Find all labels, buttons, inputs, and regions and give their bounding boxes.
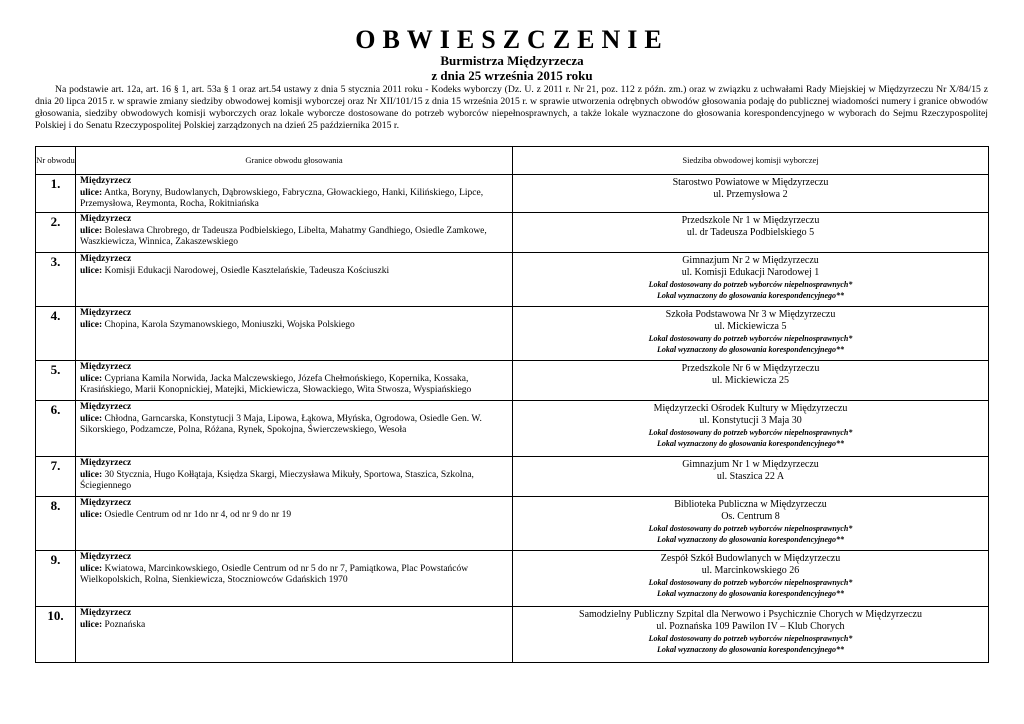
city-name: Międzyrzecz [80,362,132,372]
district-boundaries [76,253,513,307]
postal-voting-note: Lokal wyznaczony do głosowania korespondencyjnego** [656,345,845,354]
streets-list: Poznańska [104,619,146,630]
districts-table [35,146,989,663]
streets-label: ulice: [80,373,103,384]
intro-paragraph: Na podstawie art. 12a, art. 16 § 1, art. 53a § 1 oraz art.54 ustawy z dnia 5 stycznia 2011 roku - Kodeks wyborczy (Dz. U. z 2011 r. Nr 21, poz. 112 z późn. zm.) oraz w związku z uchwałami Rady Miejskiej w Międzyrzeczu Nr X/84/15 z dnia 20 lipca 2015 r. w sprawie zmiany siedziby obwodowej komisji wyborczej oraz Nr XII/101/15 z dnia 15 września 2015 r. w sprawie utworzenia odrębnych obwodów głosowania podaję do publicznej wiadomości numery i granice obwodów głosowania, siedziby obwodowych komisji wyborczych oraz lokale wyborcze dostosowane do potrzeb wyborców niepełnosprawnych, a także lokale wyznaczone do głosowania korespondencyjnego w wyborach do Sejmu Rzeczypospolitej Polskiej i do Senatu Rzeczypospolitej Polskiej zarządzonych na dzień 25 października 2015 r. [35,84,988,131]
district-number: 9. [36,551,76,607]
streets-label: ulice: [80,619,103,630]
district-number: 5. [36,361,76,401]
city-name: Międzyrzecz [80,608,132,618]
city-name: Międzyrzecz [80,498,132,508]
streets-label: ulice: [80,265,103,276]
table-body [36,175,989,663]
column-header-siedziba: Siedziba obwodowej komisji wyborczej [513,147,989,175]
seat-address: ul. Przemysłowa 2 [713,189,788,200]
district-number: 1. [36,175,76,213]
table-row [36,401,989,457]
district-boundaries [76,175,513,213]
district-number: 6. [36,401,76,457]
postal-voting-note: Lokal wyznaczony do głosowania korespondencyjnego** [656,535,845,544]
postal-voting-note: Lokal wyznaczony do głosowania korespondencyjnego** [656,291,845,300]
commission-seat [513,213,989,253]
postal-voting-note: Lokal wyznaczony do głosowania korespondencyjnego** [656,645,845,654]
city-name: Międzyrzecz [80,254,132,264]
streets-list: 30 Stycznia, Hugo Kołłątaja, Księdza Skargi, Mieczysława Mikuły, Sportowa, Staszica, Szkolna, Ściegiennego [80,469,474,492]
streets-list: Chopina, Karola Szymanowskiego, Moniuszki, Wojska Polskiego [104,319,355,330]
table-header-row [36,147,989,175]
streets-list: Bolesława Chrobrego, dr Tadeusza Podbielskiego, Libelta, Mahatmy Gandhiego, Osiedle Zamkowe, Waszkiewicza, Winnica, Zakaszewskiego [80,225,487,248]
district-number: 3. [36,253,76,307]
postal-voting-note: Lokal wyznaczony do głosowania korespondencyjnego** [656,439,845,448]
streets-label: ulice: [80,413,103,424]
table-row [36,253,989,307]
seat-address: ul. Poznańska 109 Pawilon IV – Klub Chorych [656,621,845,632]
streets-label: ulice: [80,225,103,236]
seat-name: Przedszkole Nr 1 w Międzyrzeczu [681,215,820,226]
commission-seat [513,175,989,213]
seat-name: Gimnazjum Nr 1 w Międzyrzeczu [682,459,819,470]
commission-seat [513,457,989,497]
streets-list: Antka, Boryny, Budowlanych, Dąbrowskiego, Fabryczna, Głowackiego, Hanki, Kilińskiego, Lipce, Przemysłowa, Reymonta, Rocha, Rokitniańska [80,187,484,210]
column-header-nr: Nr obwodu [36,147,76,175]
seat-address: ul. Mickiewicza 25 [712,375,789,386]
streets-list: Kwiatowa, Marcinkowskiego, Osiedle Centrum od nr 5 do nr 7, Pamiątkowa, Plac Powstańców Wielkopolskich, Rolna, Sienkiewicza, Stoczniowców Gdańskich 1970 [80,563,469,586]
seat-address: ul. Komisji Edukacji Narodowej 1 [681,267,820,278]
seat-name: Biblioteka Publiczna w Międzyrzeczu [674,499,827,510]
table-row [36,361,989,401]
accessible-note: Lokal dostosowany do potrzeb wyborców niepełnosprawnych* [648,578,853,587]
streets-label: ulice: [80,187,103,198]
district-number: 8. [36,497,76,551]
district-boundaries [76,457,513,497]
city-name: Międzyrzecz [80,402,132,412]
accessible-note: Lokal dostosowany do potrzeb wyborców niepełnosprawnych* [648,334,853,343]
table-row [36,457,989,497]
commission-seat [513,253,989,307]
seat-address: Os. Centrum 8 [721,511,780,522]
district-boundaries [76,401,513,457]
accessible-note: Lokal dostosowany do potrzeb wyborców niepełnosprawnych* [648,524,853,533]
commission-seat [513,551,989,607]
streets-label: ulice: [80,509,103,520]
commission-seat [513,307,989,361]
district-number: 2. [36,213,76,253]
city-name: Międzyrzecz [80,176,132,186]
seat-name: Przedszkole Nr 6 w Międzyrzeczu [681,363,820,374]
seat-address: ul. dr Tadeusza Podbielskiego 5 [686,227,815,238]
commission-seat [513,497,989,551]
city-name: Międzyrzecz [80,458,132,468]
commission-seat [513,401,989,457]
streets-list: Chłodna, Garncarska, Konstytucji 3 Maja, Lipowa, Łąkowa, Młyńska, Ogrodowa, Osiedle Gen. W. Sikorskiego, Podzamcze, Polna, Różana, Rynek, Spokojna, Świerczewskiego, Wesoła [80,413,482,436]
seat-name: Starostwo Powiatowe w Międzyrzeczu [672,177,829,188]
document-subtitle-date: z dnia 25 września 2015 roku [431,68,593,83]
seat-name: Międzyrzecki Ośrodek Kultury w Międzyrzeczu [653,403,848,414]
column-header-granice: Granice obwodu głosowania [76,147,513,175]
commission-seat [513,607,989,663]
document-title: OBWIESZCZENIE [355,25,669,54]
streets-label: ulice: [80,319,103,330]
seat-name: Szkoła Podstawowa Nr 3 w Międzyrzeczu [665,309,836,320]
seat-name: Zespół Szkół Budowlanych w Międzyrzeczu [660,553,841,564]
streets-list: Cypriana Kamila Norwida, Jacka Malczewskiego, Józefa Chełmońskiego, Kopernika, Kossaka, Krasińskiego, Marii Konopnickiej, Matejki, Mickiewicza, Słowackiego, Wita Stwosza, Wyspiańskiego [80,373,472,396]
streets-list: Osiedle Centrum od nr 1do nr 4, od nr 9 do nr 19 [104,509,292,520]
table-row [36,213,989,253]
table-row [36,307,989,361]
district-boundaries [76,307,513,361]
postal-voting-note: Lokal wyznaczony do głosowania korespondencyjnego** [656,589,845,598]
seat-address: ul. Marcinkowskiego 26 [701,565,800,576]
commission-seat [513,361,989,401]
seat-name: Gimnazjum Nr 2 w Międzyrzeczu [682,255,819,266]
accessible-note: Lokal dostosowany do potrzeb wyborców niepełnosprawnych* [648,634,853,643]
city-name: Międzyrzecz [80,552,132,562]
streets-label: ulice: [80,469,103,480]
seat-address: ul. Staszica 22 A [716,471,785,482]
district-boundaries [76,361,513,401]
seat-name: Samodzielny Publiczny Szpital dla Nerwowo i Psychicznie Chorych w Międzyrzeczu [579,609,922,620]
district-boundaries [76,607,513,663]
seat-address: ul. Konstytucji 3 Maja 30 [699,415,802,426]
table-row [36,607,989,663]
streets-label: ulice: [80,563,103,574]
streets-list: Komisji Edukacji Narodowej, Osiedle Kasztelańskie, Tadeusza Kościuszki [104,265,390,276]
city-name: Międzyrzecz [80,214,132,224]
district-number: 7. [36,457,76,497]
table-row [36,175,989,213]
accessible-note: Lokal dostosowany do potrzeb wyborców niepełnosprawnych* [648,280,853,289]
accessible-note: Lokal dostosowany do potrzeb wyborców niepełnosprawnych* [648,428,853,437]
district-boundaries [76,213,513,253]
city-name: Międzyrzecz [80,308,132,318]
table-row [36,551,989,607]
table-row [36,497,989,551]
seat-address: ul. Mickiewicza 5 [714,321,787,332]
district-boundaries [76,551,513,607]
document-subtitle-author: Burmistrza Międzyrzecza [440,53,584,68]
district-number: 10. [36,607,76,663]
district-boundaries [76,497,513,551]
district-number: 4. [36,307,76,361]
